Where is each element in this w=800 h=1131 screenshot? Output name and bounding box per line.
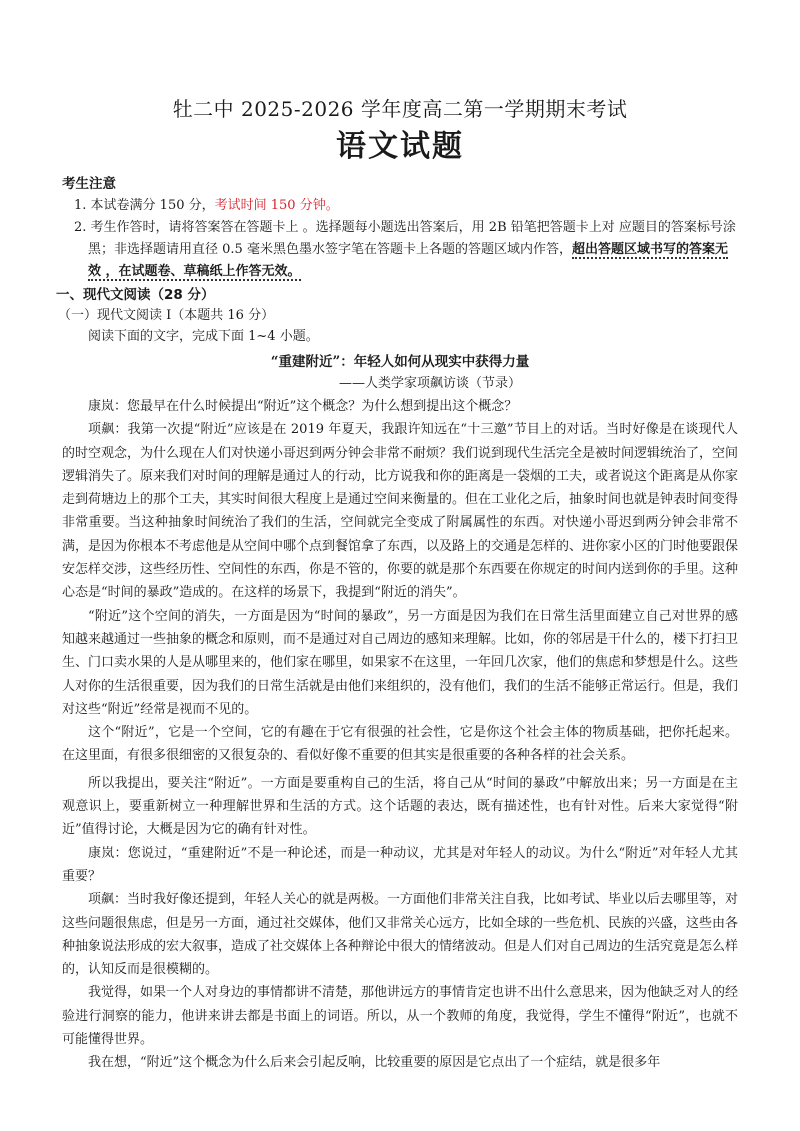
- notice-item-2-text: 2. 考生作答时，请将答案答在答题卡上 。选择题每小题选出答案后，用 2B 铅笔把答题卡上对 应题目的答案标号涂黑；非选择题请用直径 0.5 毫米黑色墨水签字笔在答题卡上各题的答题区域内作答，: [74, 220, 736, 257]
- article-paragraph: 项飙：当时我好像还提到，年轻人关心的就是两极。一方面他们非常关注自我，比如考试、毕业以后去哪里等，对这些问题很焦虑，但是另一方面，通过社交媒体，他们又非常关心远方，比如全球的一些危机、民族的兴盛，这些由各种抽象说法形成的宏大叙事，造成了社交媒体上各种辩论中很大的情绪波动。但是人们对自己周边的生活究竟是怎么样的，认知反而是很模糊的。: [62, 892, 739, 978]
- notice-item-1: [62, 195, 738, 217]
- exam-title: 牡二中 2025-2026 学年度高二第一学期期末考试: [172, 97, 628, 121]
- article-paragraph: 康岚：您最早在什么时候提出“附近”这个概念？为什么想到提出这个概念？: [88, 399, 518, 414]
- exam-notice: [62, 173, 738, 283]
- article-paragraph: 我觉得，如果一个人对身边的事情都讲不清楚，那他讲远方的事情肯定也讲不出什么意思来，因为他缺乏对人的经验进行洞察的能力，他讲来讲去都是书面上的词语。所以，从一个教师的角度，我觉得，学生不懂得“附近”，也就不可能懂得世界。: [62, 985, 739, 1048]
- invalid-answer-warning: 超出答题区域书写的答案无效 ，在试题卷、草稿纸上作答无效。: [88, 242, 728, 279]
- article-paragraph: 这个“附近”，它是一个空间，它的有趣在于它有很强的社会性，它是你这个社会主体的物质基础，把你托起来。在这里面，有很多很细密的又很复杂的、看似好像不重要的但其实是很重要的各种各样的社会关系。: [62, 725, 738, 764]
- notice-heading: 考生注意: [62, 176, 116, 192]
- notice-item-2: [62, 217, 738, 283]
- notice-item-1-text: 1. 本试卷满分 150 分，: [74, 198, 215, 213]
- reading-instruction: 阅读下面的文字，完成下面 1~4 小题。: [88, 329, 319, 344]
- exam-time-note: 考试时间 150 分钟。: [214, 198, 339, 213]
- subject-title: 语文试题: [336, 129, 464, 164]
- article-paragraph: 我在想，“附近”这个概念为什么后来会引起反响，比较重要的原因是它点出了一个症结，就是很多年: [88, 1055, 661, 1071]
- article-subtitle: ——人类学家项飙访谈（节录）: [338, 376, 521, 391]
- article-title: “重建附近”：年轻人如何从现实中获得力量: [270, 354, 530, 370]
- article-paragraph: 所以我提出，要关注“附近”。一方面是要重构自己的生活，将自己从“时间的暴政”中解放出来；另一方面是在主观意识上，要重新树立一种理解世界和生活的方式。这个话题的表达，既有描述性，也有针对性。后来大家觉得“附近”值得讨论，大概是因为它的确有针对性。: [62, 775, 738, 838]
- article-paragraph: “附近”这个空间的消失，一方面是因为“时间的暴政”，另一方面是因为我们在日常生活里面建立自己对世界的感知越来越通过一些抽象的概念和原则，而不是通过对自己周边的感知来理解。比如，你的邻居是干什么的，楼下打扫卫生、门口卖水果的人是从哪里来的，他们家在哪里，如果家不在这里，一年回几次家，他们的焦虑和梦想是什么。这些人对你的生活很重要，因为我们的日常生活就是由他们来组织的，没有他们，我们的生活不能够正常运行。但是，我们对这些“附近”经常是视而不见的。: [62, 608, 739, 717]
- article-paragraph: 项飙：我第一次提“附近”应该是在 2019 年夏天，我跟许知远在“十三邀”节目上的对话。当时好像是在谈现代人的时空观念，为什么现在人们对快递小哥迟到两分钟会非常不耐烦？我们说到现代生活完全是被时间逻辑统治了，空间逻辑消失了。原来我们对时间的理解是通过人的行动，比方说我和你的距离是一袋烟的工夫，或者说这个距离是从你家走到荷塘边上的那个工夫，其实时间很大程度上是通过空间来衡量的。但在工业化之后，抽象时间也就是钟表时间变得非常重要。当这种抽象时间统治了我们的生活，空间就完全变成了附属属性的东西。对快递小哥迟到两分钟会非常不满，是因为你根本不考虑他是从空间中哪个点到餐馆拿了东西，以及路上的交通是怎样的、进你家小区的门时他要跟保安怎样交涉，这些经历性、空间性的东西，你是不管的，你要的就是那个东西要在你规定的时间内送到你的手里。这种心态是“时间的暴政”造成的。在这样的场景下，我提到“附近的消失”。: [62, 422, 739, 601]
- article: [62, 351, 738, 1075]
- section-heading: 一、现代文阅读（28 分）: [56, 287, 215, 303]
- subsection-heading: （一）现代文阅读 I（本题共 16 分）: [58, 308, 275, 323]
- article-paragraph: 康岚：您说过，“重建附近”不是一种论述，而是一种动议，尤其是对年轻人的动议。为什么“附近”对年轻人尤其重要？: [62, 845, 738, 884]
